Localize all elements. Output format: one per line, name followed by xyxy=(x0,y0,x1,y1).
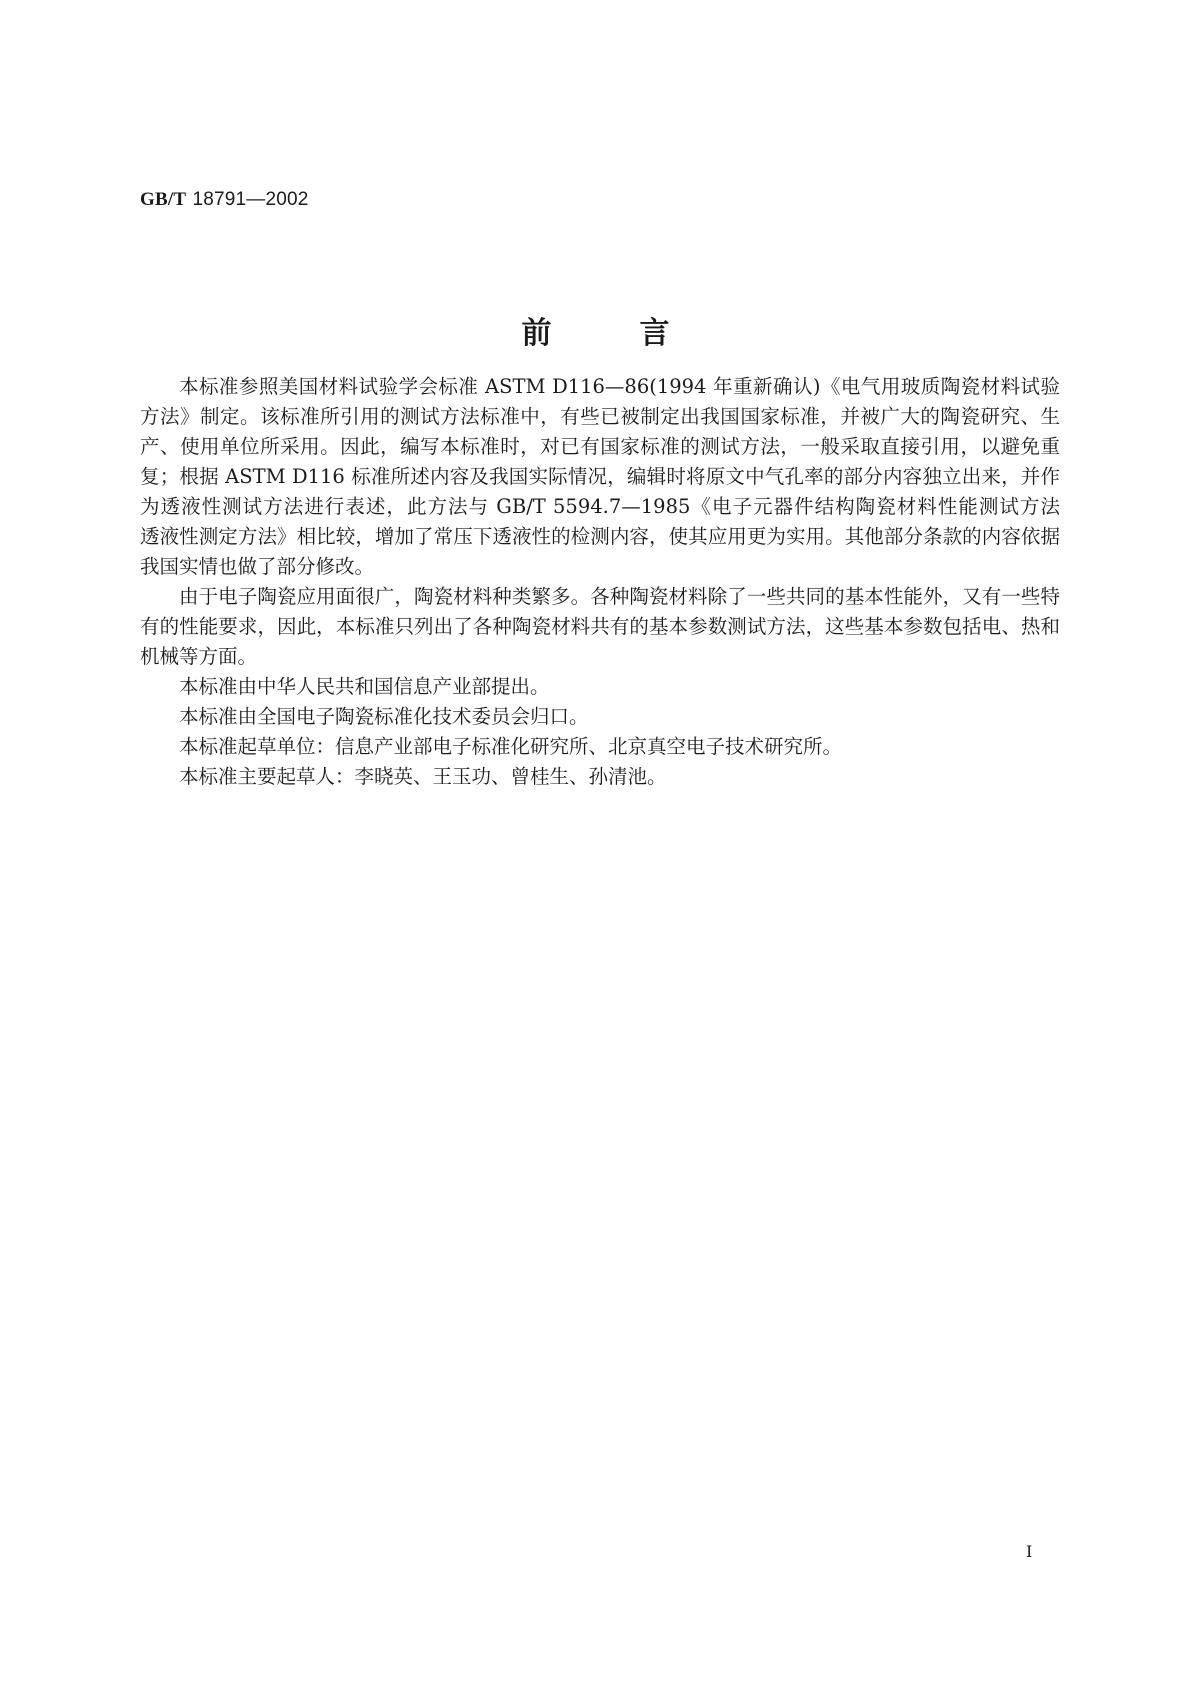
paragraph: 本标准起草单位：信息产业部电子标准化研究所、北京真空电子技术研究所。 xyxy=(179,735,843,758)
paragraph: 本标准由中华人民共和国信息产业部提出。 xyxy=(179,675,550,698)
standard-code-number: 18791—2002 xyxy=(192,189,309,210)
standard-code-prefix: GB/T xyxy=(140,189,187,210)
page-number: I xyxy=(1026,1542,1033,1561)
standard-code xyxy=(140,188,309,211)
foreword-body xyxy=(140,372,1080,792)
paragraph: 本标准由全国电子陶瓷标准化技术委员会归口。 xyxy=(179,705,589,728)
paragraph: 本标准主要起草人：李晓英、王玉功、曾桂生、孙清池。 xyxy=(179,765,667,788)
paragraph: 由于电子陶瓷应用面很广，陶瓷材料种类繁多。各种陶瓷材料除了一些共同的基本性能外，又有一些特有的性能要求，因此，本标准只列出了各种陶瓷材料共有的基本参数测试方法，这些基本参数包括电、热和机械等方面。 xyxy=(140,585,1060,668)
paragraph: 本标准参照美国材料试验学会标准 ASTM D116—86(1994 年重新确认)《电气用玻质陶瓷材料试验方法》制定。该标准所引用的测试方法标准中，有些已被制定出我国国家标准，并被广大的陶瓷研究、生产、使用单位所采用。因此，编写本标准时，对已有国家标准的测试方法，一般采取直接引用，以避免重复；根据 ASTM D116 标准所述内容及我国实际情况，编辑时将原文中气孔率的部分内容独立出来，并作为透液性测试方法进行表述，此方法与 GB/T 5594.7—1985《电子元器件结构陶瓷材料性能测试方法 透液性测定方法》相比较，增加了常压下透液性的检测内容，使其应用更为实用。其他部分条款的内容依据我国实情也做了部分修改。 xyxy=(140,375,1080,578)
page-title: 前言 xyxy=(521,316,758,351)
